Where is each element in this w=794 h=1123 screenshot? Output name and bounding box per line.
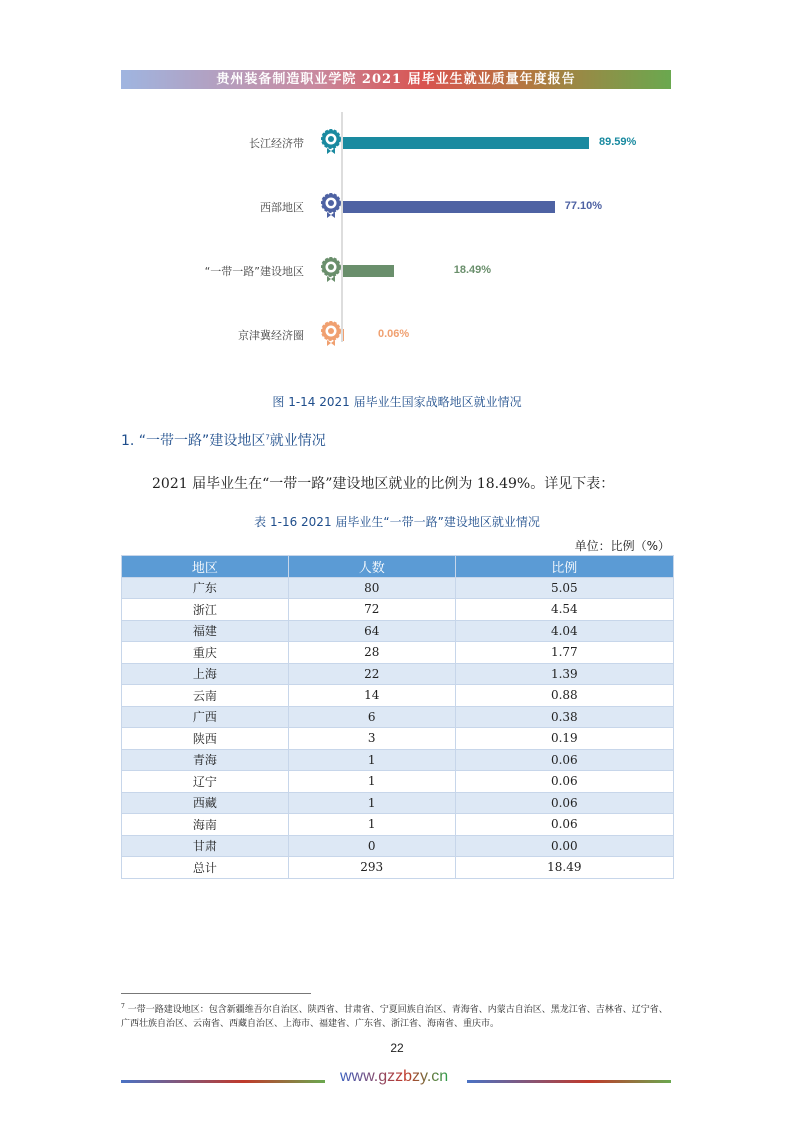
table-cell: 14: [288, 685, 455, 707]
table-cell: 总计: [122, 857, 289, 879]
section-heading: [121, 430, 326, 450]
table-cell: 1.39: [455, 663, 673, 685]
table-cell: 4.54: [455, 599, 673, 621]
table-cell: 0.06: [455, 814, 673, 836]
medal-icon: [320, 321, 342, 347]
table-row: [122, 857, 674, 879]
data-label: 18.49%: [453, 264, 492, 276]
table-cell: 0.19: [455, 728, 673, 750]
table-cell: 0.06: [455, 792, 673, 814]
table-row: [122, 620, 674, 642]
table-row: [122, 771, 674, 793]
data-label: 77.10%: [564, 200, 603, 212]
table-cell: 陕西: [122, 728, 289, 750]
table-cell: 广东: [122, 577, 289, 599]
table-cell: 80: [288, 577, 455, 599]
strategic-region-bar-chart: [0, 0, 794, 380]
table-cell: 1.77: [455, 642, 673, 664]
table-row: [122, 685, 674, 707]
table-cell: 6: [288, 706, 455, 728]
footnote-text: 一带一路建设地区：包含新疆维吾尔自治区、陕西省、甘肃省、宁夏回族自治区、青海省、内蒙古自治区、黑龙江省、吉林省、辽宁省、广西壮族自治区、云南省、西藏自治区、上海市、福建省、广东省、浙江省、海南省、重庆市。: [121, 1005, 668, 1029]
table-cell: 0.06: [455, 749, 673, 771]
footer-line-left: [121, 1080, 325, 1083]
table-cell: 0: [288, 835, 455, 857]
table-cell: 0.06: [455, 771, 673, 793]
footer-url[interactable]: www.gzzbzy.cn: [340, 1068, 449, 1085]
table-unit: 单位：比例（%）: [574, 539, 670, 553]
table-cell: 1: [288, 771, 455, 793]
category-label: 京津冀经济圈: [238, 329, 304, 342]
bar: [343, 329, 344, 341]
table-cell: 0.88: [455, 685, 673, 707]
footnote: [121, 1000, 674, 1031]
column-header: 人数: [288, 556, 455, 578]
medal-icon: [320, 129, 342, 155]
category-label: 长江经济带: [249, 137, 304, 150]
category-label: “一带一路”建设地区: [204, 265, 304, 278]
bar: [343, 137, 589, 149]
table-row: [122, 706, 674, 728]
page-number: 22: [390, 1041, 404, 1055]
table-row: [122, 663, 674, 685]
medal-icon: [320, 193, 342, 219]
table-cell: 广西: [122, 706, 289, 728]
column-header: 地区: [122, 556, 289, 578]
table-cell: 0.00: [455, 835, 673, 857]
data-label: 89.59%: [599, 136, 637, 148]
table-cell: 西藏: [122, 792, 289, 814]
column-header: 比例: [455, 556, 673, 578]
table-cell: 上海: [122, 663, 289, 685]
footnote-divider: [121, 993, 311, 994]
table-row: [122, 728, 674, 750]
heading-text: 1. “一带一路”建设地区: [121, 433, 266, 449]
table-cell: 1: [288, 792, 455, 814]
report-header-banner: 贵州装备制造职业学院 2021 届毕业生就业质量年度报告: [121, 70, 671, 89]
data-label: 0.06%: [378, 328, 410, 340]
category-label: 西部地区: [260, 201, 304, 214]
figure-caption: 图 1-14 2021 届毕业生国家战略地区就业情况: [272, 395, 522, 409]
table-cell: 18.49: [455, 857, 673, 879]
footnote-mark: 7: [121, 1003, 125, 1010]
table-cell: 青海: [122, 749, 289, 771]
employment-table: [121, 555, 674, 879]
body-paragraph: 2021 届毕业生在“一带一路”建设地区就业的比例为 18.49%。详见下表：: [152, 476, 615, 492]
footer-line-right: [467, 1080, 671, 1083]
table-row: [122, 577, 674, 599]
table-cell: 浙江: [122, 599, 289, 621]
table-cell: 3: [288, 728, 455, 750]
bar: [343, 265, 394, 277]
table-cell: 1: [288, 749, 455, 771]
footnote-ref[interactable]: 7: [265, 433, 270, 442]
table-cell: 辽宁: [122, 771, 289, 793]
table-cell: 72: [288, 599, 455, 621]
table-row: [122, 835, 674, 857]
table-cell: 22: [288, 663, 455, 685]
table-cell: 64: [288, 620, 455, 642]
table-cell: 1: [288, 814, 455, 836]
table-cell: 甘肃: [122, 835, 289, 857]
bar: [343, 201, 555, 213]
table-cell: 0.38: [455, 706, 673, 728]
table-cell: 海南: [122, 814, 289, 836]
table-cell: 福建: [122, 620, 289, 642]
medal-icon: [320, 257, 342, 283]
table-cell: 云南: [122, 685, 289, 707]
heading-suffix: 就业情况: [269, 433, 326, 449]
table-cell: 5.05: [455, 577, 673, 599]
table-cell: 重庆: [122, 642, 289, 664]
table-row: [122, 599, 674, 621]
table-row: [122, 792, 674, 814]
table-row: [122, 749, 674, 771]
table-row: [122, 642, 674, 664]
table-cell: 4.04: [455, 620, 673, 642]
table-row: [122, 814, 674, 836]
table-cell: 28: [288, 642, 455, 664]
table-caption: 表 1-16 2021 届毕业生“一带一路”建设地区就业情况: [254, 515, 540, 529]
table-cell: 293: [288, 857, 455, 879]
